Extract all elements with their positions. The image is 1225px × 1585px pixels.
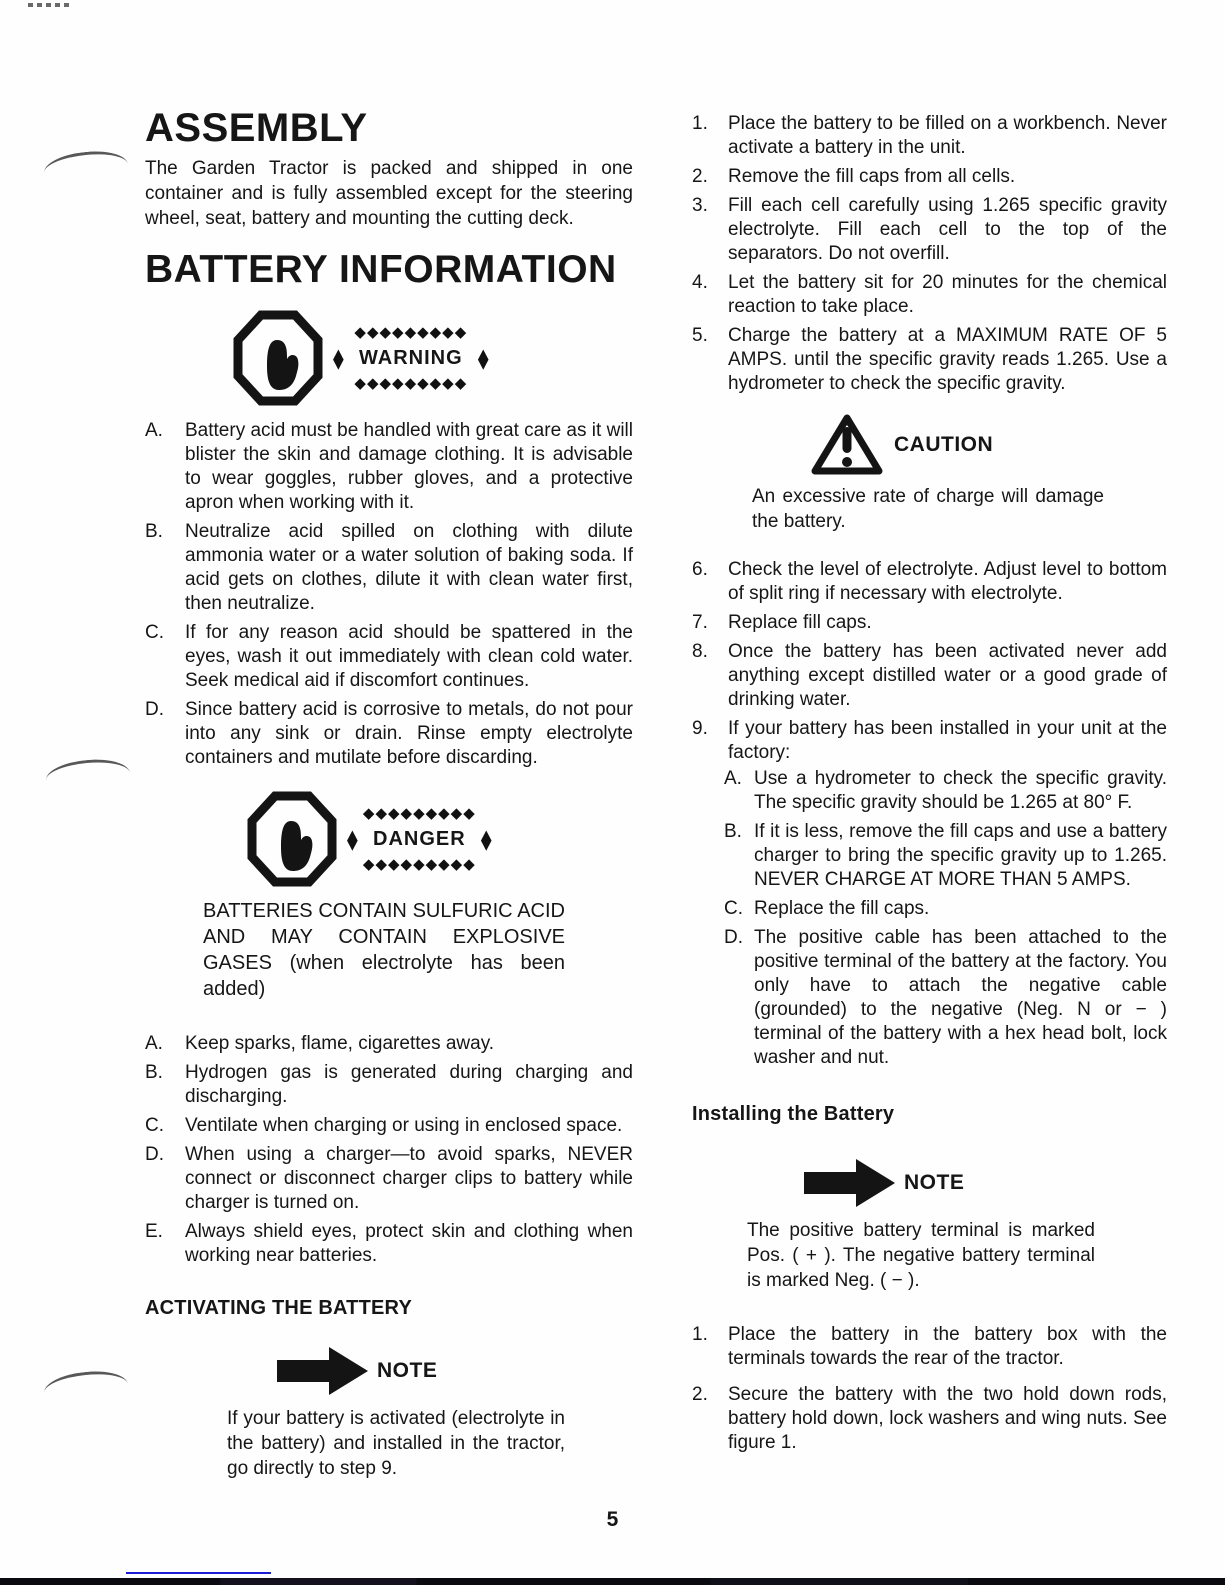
- item-marker: 4.: [692, 272, 708, 293]
- activating-battery-heading: ACTIVATING THE BATTERY: [145, 1297, 412, 1319]
- list-item: [145, 1032, 633, 1056]
- warning-badge-label: WARNING: [359, 346, 463, 369]
- item-text: Neutralize acid spilled on clothing with dilute ammonia water or a water solution of baking soda. If acid gets on clothes, dilute it with clean water first, then neutralize.: [185, 521, 633, 614]
- item-text: If your battery has been installed in your unit at the factory:: [728, 718, 1167, 763]
- list-item: [692, 558, 1167, 606]
- item-text: Since battery acid is corrosive to metals, do not pour into any sink or drain. Rinse empty electrolyte containers and mutilate before discarding.: [185, 699, 633, 768]
- item-text: Place the battery in the battery box with the terminals towards the rear of the tractor.: [728, 1324, 1167, 1369]
- page-number: 5: [606, 1508, 619, 1531]
- item-marker: 1.: [692, 1324, 708, 1345]
- caution-paragraph: An excessive rate of charge will damage the battery.: [752, 486, 1104, 532]
- list-item: [145, 1061, 633, 1109]
- note-label: NOTE: [904, 1171, 965, 1194]
- item-marker: 7.: [692, 612, 708, 633]
- diamond-border: ◆◆◆◆◆◆◆◆◆ ◆: [347, 822, 358, 854]
- scan-artifact-blue-line: [126, 1572, 271, 1574]
- list-item: [692, 194, 1167, 266]
- activation-steps-6-9: [692, 558, 1167, 1070]
- item-text: Hydrogen gas is generated during charging and discharging.: [185, 1062, 633, 1107]
- item-marker: B.: [145, 1062, 163, 1083]
- scan-artifact-arc: [43, 1368, 130, 1410]
- list-item: [145, 1143, 633, 1215]
- exclamation-triangle-icon: [810, 412, 884, 478]
- item-text: Keep sparks, flame, cigarettes away.: [185, 1033, 495, 1054]
- list-item: [692, 640, 1167, 712]
- install-steps: [692, 1323, 1167, 1455]
- installing-battery-heading: Installing the Battery: [692, 1103, 895, 1125]
- left-column: [145, 106, 633, 1481]
- list-item: [692, 611, 1167, 635]
- right-column: [692, 112, 1167, 1460]
- item-marker: D.: [145, 699, 164, 720]
- list-item: [145, 621, 633, 693]
- danger-caps-paragraph: BATTERIES CONTAIN SULFURIC ACID AND MAY CONTAIN EXPLOSIVE GASES (when electrolyte has been added): [203, 900, 565, 1000]
- item-text: Charge the battery at a MAXIMUM RATE OF 5 AMPS. until the specific gravity reads 1.265. Use a hydrometer to check the specific gravity.: [728, 325, 1167, 394]
- list-item: [145, 520, 633, 616]
- item-marker: 1.: [692, 113, 708, 134]
- octagon-hand-icon: [233, 310, 323, 406]
- octagon-hand-icon: [247, 791, 337, 887]
- item-marker: B.: [724, 821, 742, 842]
- item-marker: 2.: [692, 166, 708, 187]
- item-marker: 9.: [692, 718, 708, 739]
- note-label: NOTE: [377, 1359, 438, 1382]
- gas-precautions-list: [145, 1032, 633, 1268]
- battery-information-heading: BATTERY INFORMATION: [145, 248, 617, 291]
- diamond-border: ◆: [477, 341, 489, 373]
- list-item: [692, 112, 1167, 160]
- list-item: [692, 324, 1167, 396]
- list-item: [724, 767, 1167, 815]
- note-paragraph: The positive battery terminal is marked Pos. ( + ). The negative battery terminal is marked Neg. ( − ).: [747, 1220, 1095, 1291]
- item-text: Let the battery sit for 20 minutes for the chemical reaction to take place.: [728, 272, 1167, 317]
- item-marker: 3.: [692, 195, 708, 216]
- assembly-paragraph: The Garden Tractor is packed and shipped in one container and is fully assembled except for the steering wheel, seat, battery and mounting the cutting deck.: [145, 158, 633, 229]
- item-marker: 2.: [692, 1384, 708, 1405]
- item-marker: D.: [145, 1144, 164, 1165]
- caution-row: [810, 412, 1167, 478]
- scan-artifact-arc: [43, 148, 130, 190]
- assembly-heading: ASSEMBLY: [145, 106, 368, 150]
- right-arrow-icon: [277, 1344, 369, 1398]
- item-marker: D.: [724, 927, 743, 948]
- item-text: Check the level of electrolyte. Adjust level to bottom of split ring if necessary with electrolyte.: [728, 559, 1167, 604]
- scan-artifact-dashes: [28, 3, 72, 7]
- danger-badge: [347, 814, 492, 865]
- list-item: [145, 419, 633, 515]
- item-text: When using a charger—to avoid sparks, NEVER connect or disconnect charger clips to battery while charger is turned on.: [185, 1144, 633, 1213]
- scan-artifact-bottom-bar: [0, 1578, 1225, 1585]
- list-item: [692, 271, 1167, 319]
- item-text: Fill each cell carefully using 1.265 specific gravity electrolyte. Fill each cell to the top of the separators. Do not overfill.: [728, 195, 1167, 264]
- list-item: [724, 820, 1167, 892]
- item-marker: A.: [145, 1033, 163, 1054]
- list-item: [692, 1383, 1167, 1455]
- note-row: [804, 1156, 1167, 1210]
- item-marker: A.: [724, 768, 742, 789]
- activation-steps-1-5: [692, 112, 1167, 396]
- item-text: Replace the fill caps.: [754, 898, 930, 919]
- diamond-border: ◆: [480, 822, 492, 854]
- item-text: If for any reason acid should be spattered in the eyes, wash it out immediately with clean cold water. Seek medical aid if discomfort continues.: [185, 622, 633, 691]
- list-item: [692, 1323, 1167, 1371]
- item-marker: C.: [724, 898, 743, 919]
- item-marker: A.: [145, 420, 163, 441]
- danger-badge-label: DANGER: [373, 827, 466, 850]
- item-marker: 6.: [692, 559, 708, 580]
- item-marker: E.: [145, 1221, 163, 1242]
- item-text: The positive cable has been attached to the positive terminal of the battery at the factory. You only have to attach the negative cable (grounded) to the negative (Neg. N or − ) terminal of the battery with a hex head bolt, lock washer and nut.: [754, 927, 1167, 1068]
- item-marker: C.: [145, 622, 164, 643]
- list-item: [724, 926, 1167, 1070]
- item-text: If it is less, remove the fill caps and use a battery charger to bring the specific gravity up to 1.265. NEVER CHARGE AT MORE THAN 5 AMPS.: [754, 821, 1167, 890]
- list-item: [145, 1220, 633, 1268]
- list-item: [145, 698, 633, 770]
- note-row: [277, 1344, 633, 1398]
- item-text: Ventilate when charging or using in enclosed space.: [185, 1115, 623, 1136]
- list-item: [145, 1114, 633, 1138]
- scan-artifact-arc: [45, 756, 132, 796]
- caution-label: CAUTION: [894, 433, 994, 456]
- list-item: [692, 717, 1167, 765]
- item-text: Remove the fill caps from all cells.: [728, 166, 1016, 187]
- right-arrow-icon: [804, 1156, 896, 1210]
- list-item: [724, 897, 1167, 921]
- warning-badge: [333, 333, 489, 384]
- note-paragraph: If your battery is activated (electrolyte in the battery) and installed in the tractor, go directly to step 9.: [227, 1408, 565, 1479]
- list-item: [692, 165, 1167, 189]
- item-text: Always shield eyes, protect skin and clothing when working near batteries.: [185, 1221, 633, 1266]
- item-text: Secure the battery with the two hold down rods, battery hold down, lock washers and wing nuts. See figure 1.: [728, 1384, 1167, 1453]
- acid-precautions-list: [145, 419, 633, 770]
- item-text: Replace fill caps.: [728, 612, 872, 633]
- warning-sign-row: [233, 309, 633, 407]
- item-text: Use a hydrometer to check the specific gravity. The specific gravity should be 1.265 at 80° F.: [754, 768, 1167, 813]
- step9-sublist: [724, 767, 1167, 1070]
- diamond-border: ◆◆◆◆◆◆◆◆◆ ◆: [333, 341, 344, 373]
- danger-sign-row: [247, 790, 633, 888]
- item-text: Once the battery has been activated never add anything except distilled water or a good grade of drinking water.: [728, 641, 1167, 710]
- item-text: Place the battery to be filled on a workbench. Never activate a battery in the unit.: [728, 113, 1167, 158]
- item-text: Battery acid must be handled with great care as it will blister the skin and damage clothing. It is advisable to wear goggles, rubber gloves, and a protective apron when working with it.: [185, 420, 633, 513]
- item-marker: 8.: [692, 641, 708, 662]
- item-marker: B.: [145, 521, 163, 542]
- item-marker: C.: [145, 1115, 164, 1136]
- item-marker: 5.: [692, 325, 708, 346]
